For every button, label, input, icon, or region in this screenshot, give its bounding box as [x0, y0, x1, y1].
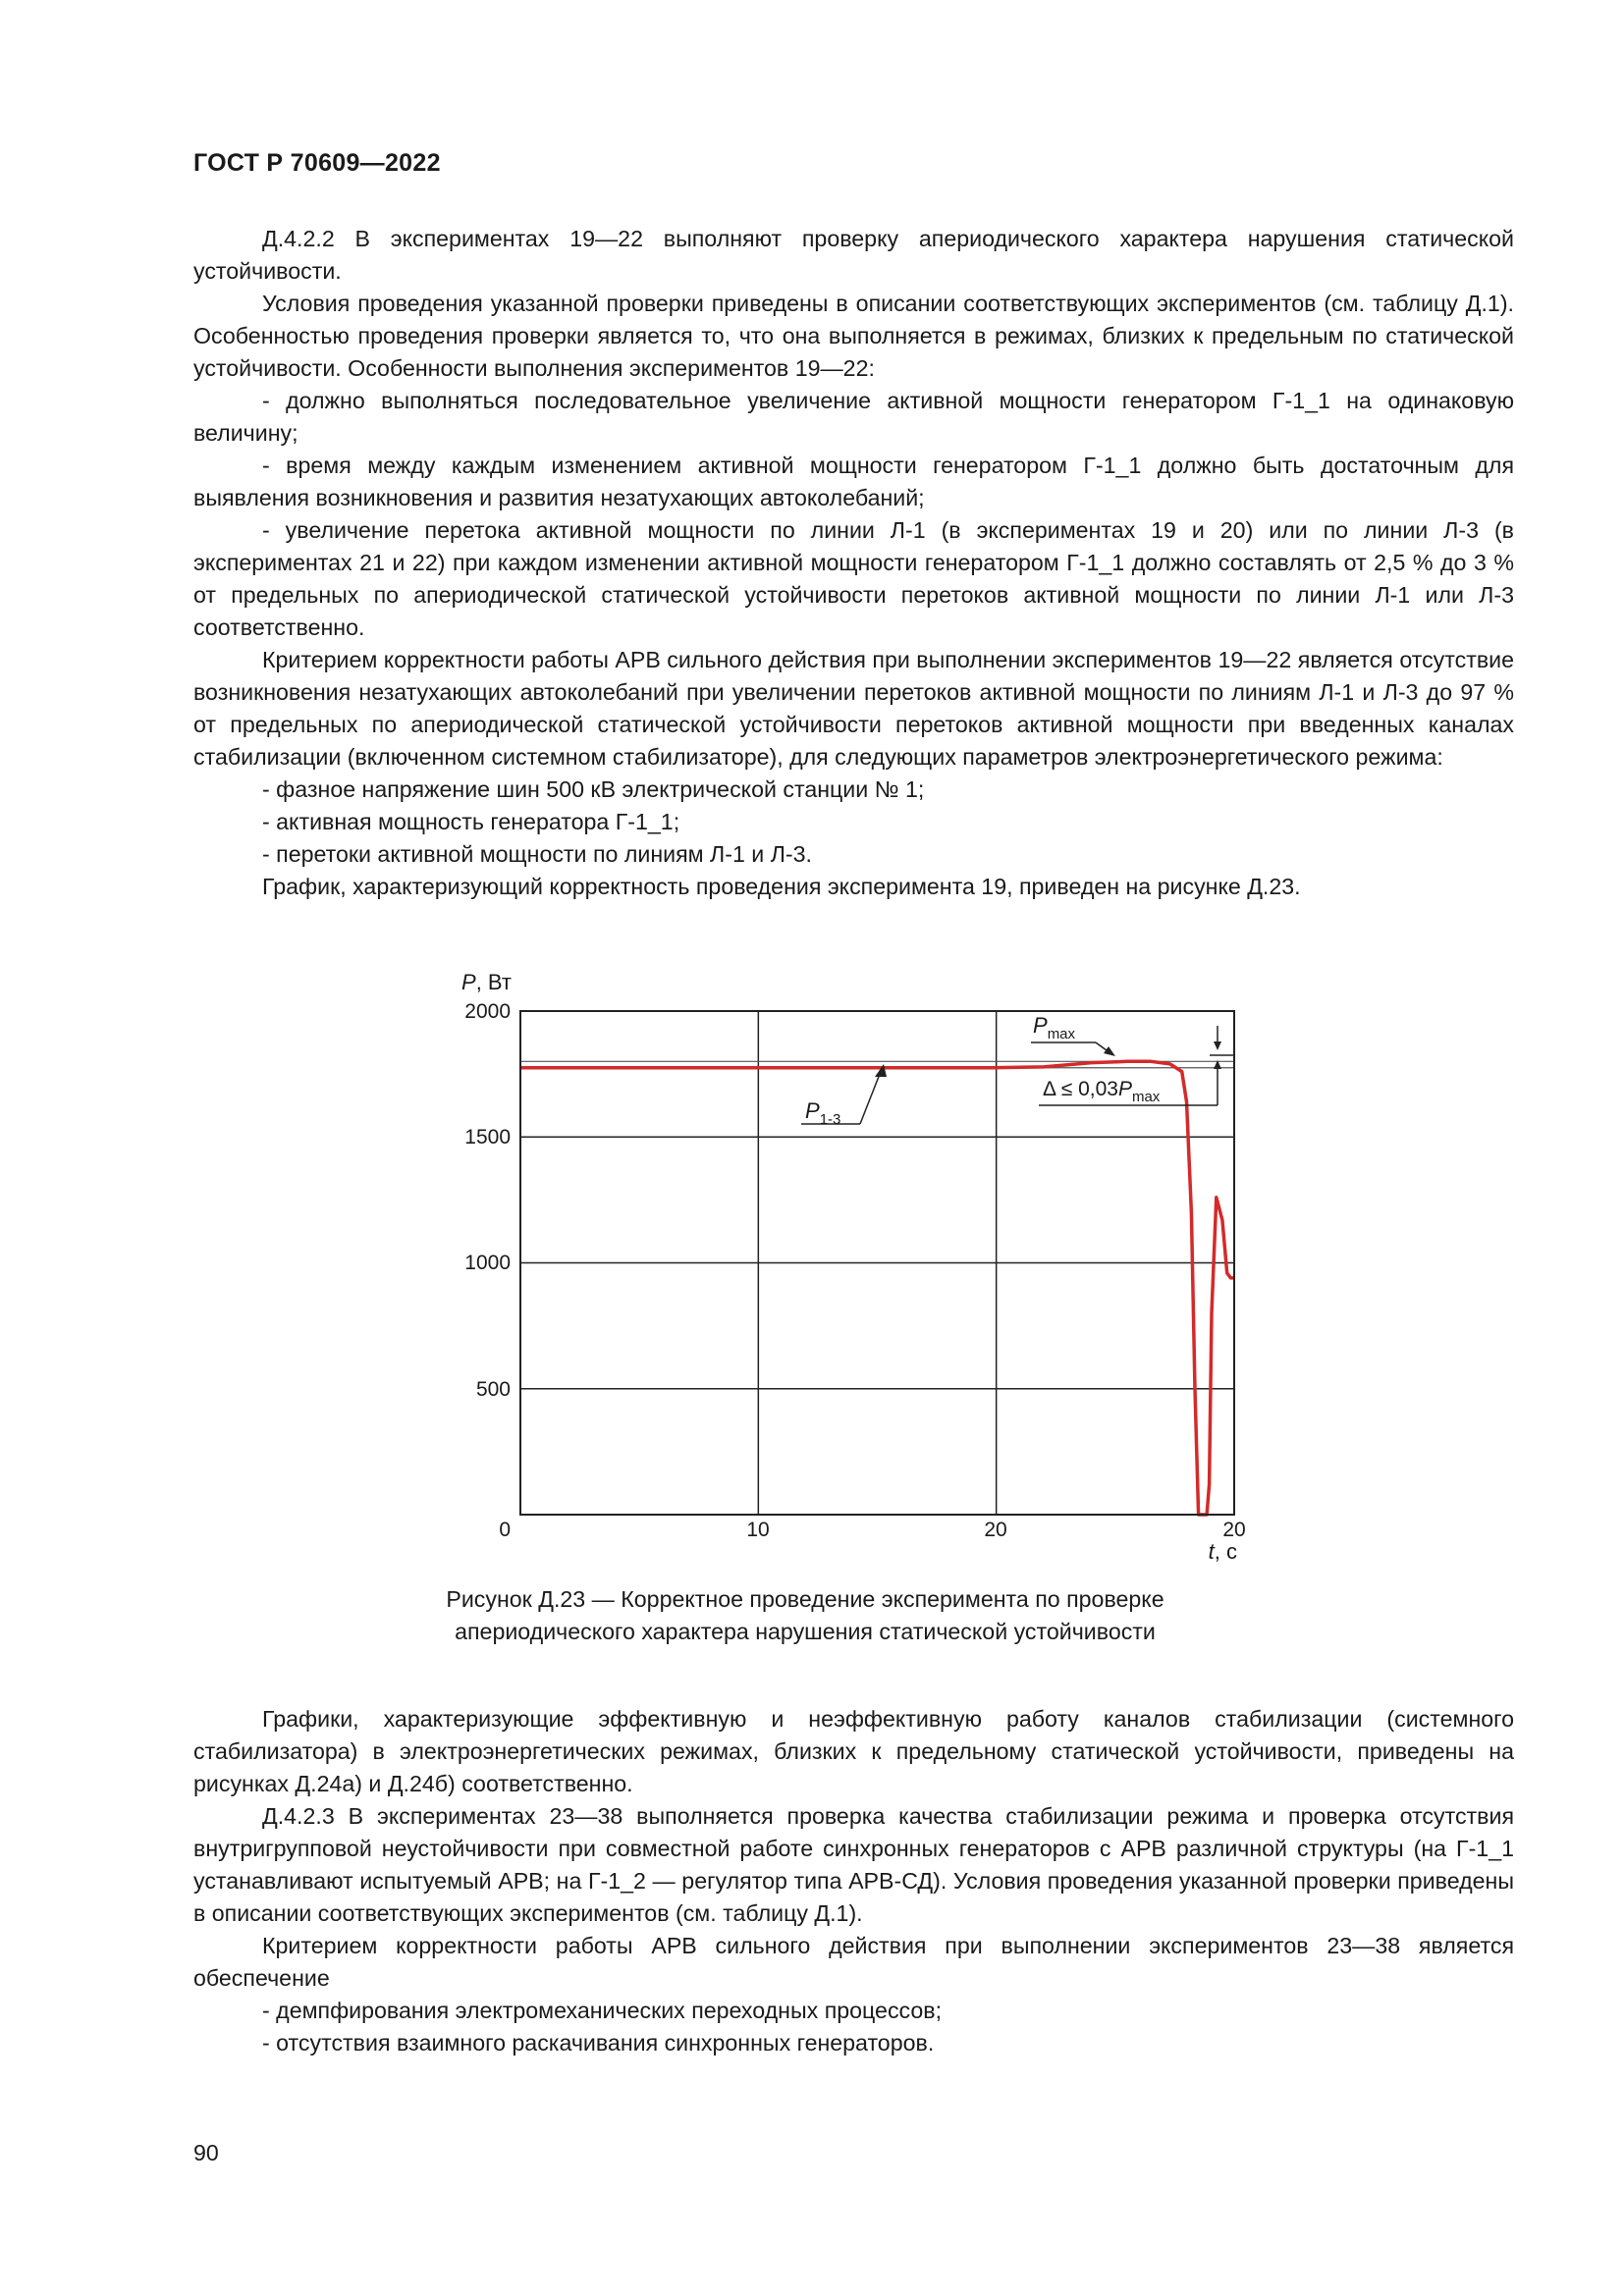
- list-item: - увеличение перетока активной мощности по линии Л-1 (в экспериментах 19 и 20) или по линии Л-3 (в экспериментах 21 и 22) при каждом изменении активной мощности генератором Г-1_1 должно составлять от 2,5 % до 3 % от предельных по апериодической статической устойчивости перетоков активной мощности по линии Л-1 или Л-3 соответственно.: [193, 517, 1514, 640]
- page-number: 90: [193, 2140, 219, 2165]
- y-tick-label: 2000: [464, 1000, 511, 1023]
- caption-line: Рисунок Д.23 — Корректное проведение эксперимента по проверке: [446, 1586, 1164, 1612]
- y-axis-title: P, Вт: [461, 970, 512, 994]
- p13-label: $P_{1-3}$: [805, 1098, 841, 1128]
- power-chart: [432, 957, 1276, 1566]
- paragraph: Графики, характеризующие эффективную и неэффективную работу каналов стабилизации (системного стабилизатора) в электроэнергетических режимах, близких к предельному статической устойчивости, приведены на рисунках Д.24а) и Д.24б) соответственно.: [193, 1706, 1514, 1796]
- top-text-block: [193, 223, 1514, 903]
- list-item: - фазное напряжение шин 500 кВ электрической станции № 1;: [262, 776, 925, 802]
- x-tick-label: 10: [746, 1519, 770, 1541]
- figure-d23: [432, 957, 1276, 1566]
- document-header: ГОСТ Р 70609—2022: [193, 149, 441, 177]
- x-tick-label: 0: [499, 1519, 511, 1541]
- x-tick-label: 20: [1222, 1519, 1246, 1541]
- list-item: - должно выполняться последовательное увеличение активной мощности генератором Г-1_1 на одинаковую величину;: [193, 388, 1514, 446]
- y-tick-label: 1000: [464, 1252, 511, 1274]
- p13-leader: [860, 1069, 882, 1124]
- x-axis-title: t, с: [1208, 1539, 1237, 1564]
- y-tick-label: 500: [475, 1378, 511, 1401]
- paragraph: Д.4.2.2 В экспериментах 19—22 выполняют проверку апериодического характера нарушения статической устойчивости.: [193, 226, 1514, 284]
- paragraph: Условия проведения указанной проверки приведены в описании соответствующих экспериментов (см. таблицу Д.1). Особенностью проведения проверки является то, что она выполняется в режимах, близких к предельным по статической устойчивости. Особенности выполнения экспериментов 19—22:: [193, 291, 1514, 381]
- figure-caption: [393, 1583, 1218, 1648]
- paragraph: График, характеризующий корректность проведения эксперимента 19, приведен на рисунке Д.23.: [262, 874, 1301, 899]
- series-line-p13: [520, 1061, 1234, 1515]
- pmax-arrow: [1104, 1046, 1115, 1056]
- paragraph: Критерием корректности работы АРВ сильного действия при выполнении экспериментов 23—38 является обеспечение: [193, 1933, 1514, 1991]
- x-tick-label: 20: [984, 1519, 1007, 1541]
- delta-dim-arrow-down: [1214, 1041, 1221, 1050]
- list-item: - время между каждым изменением активной мощности генератором Г-1_1 должно быть достаточным для выявления возникновения и развития незатухающих автоколебаний;: [193, 453, 1514, 510]
- caption-line: апериодического характера нарушения статической устойчивости: [455, 1619, 1156, 1644]
- series-layer: [520, 1061, 1234, 1515]
- list-item: - активная мощность генератора Г-1_1;: [262, 809, 680, 834]
- bottom-text-block: [193, 1703, 1514, 2059]
- list-item: - отсутствия взаимного раскачивания синхронных генераторов.: [262, 2030, 935, 2056]
- y-tick-label: 1500: [464, 1126, 511, 1148]
- list-item: - перетоки активной мощности по линиям Л-1 и Л-3.: [262, 841, 812, 867]
- pmax-label: $P_{max}$: [1033, 1013, 1076, 1042]
- paragraph: Критерием корректности работы АРВ сильного действия при выполнении экспериментов 19—22 является отсутствие возникновения незатухающих автоколебаний при увеличении перетоков активной мощности по линиям Л-1 и Л-3 до 97 % от предельных по апериодической статической устойчивости перетоков активной мощности при введенных каналах стабилизации (включенном системном стабилизаторе), для следующих параметров электроэнергетического режима:: [193, 647, 1514, 770]
- list-item: - демпфирования электромеханических переходных процессов;: [262, 1998, 943, 2023]
- p13-arrow: [875, 1064, 887, 1077]
- delta-label: $\Delta \le 0,03P_{max}$: [1043, 1078, 1161, 1105]
- paragraph: Д.4.2.3 В экспериментах 23—38 выполняется проверка качества стабилизации режима и проверка отсутствия внутригрупповой неустойчивости при совместной работе синхронных генераторов с АРВ различной структуры (на Г-1_1 устанавливают испытуемый АРВ; на Г-1_2 — регулятор типа АРВ-СД). Условия проведения указанной проверки приведены в описании соответствующих экспериментов (см. таблицу Д.1).: [193, 1803, 1514, 1926]
